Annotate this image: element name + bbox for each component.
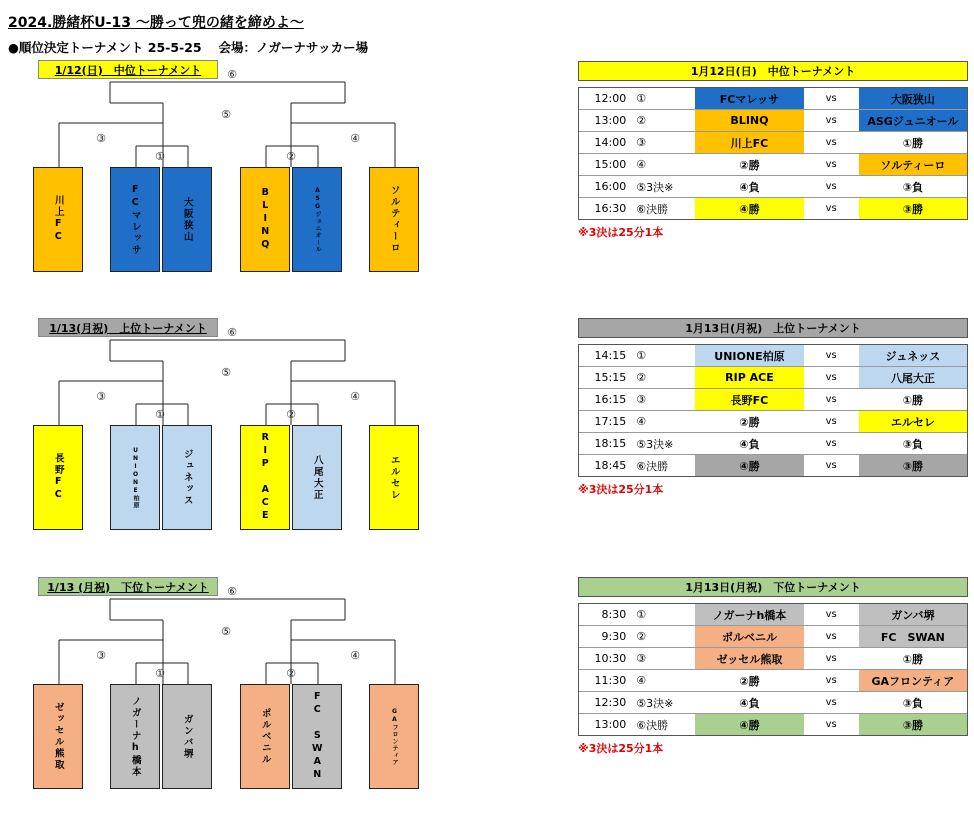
team-box	[369, 167, 419, 272]
match-number-1: ①	[155, 667, 165, 680]
schedule-row	[579, 88, 967, 109]
home-team: UNIONE柏原	[695, 345, 803, 366]
schedule-row	[579, 625, 967, 647]
team-box	[292, 425, 342, 530]
home-team: ②勝	[695, 411, 803, 432]
match-time: 12:30	[594, 696, 627, 709]
vs-label: vs	[825, 719, 837, 730]
match-number-3: ③	[96, 649, 106, 662]
match-number: ①	[636, 92, 647, 105]
match-number-1: ①	[155, 150, 165, 163]
schedule-table	[578, 577, 968, 756]
schedule-row	[579, 388, 967, 410]
team-box	[292, 167, 342, 272]
vs-label: vs	[825, 394, 837, 405]
away-team: ASGジュニオール	[859, 110, 967, 131]
match-number: ⑤3決※	[636, 180, 674, 194]
schedule-row	[579, 131, 967, 153]
team-box	[240, 684, 290, 789]
match-time: 14:00	[594, 136, 627, 149]
team-box	[162, 167, 212, 272]
schedule-row	[579, 410, 967, 432]
team-box	[110, 425, 160, 530]
match-number: ②	[636, 114, 647, 127]
match-number: ④	[636, 158, 647, 171]
vs-label: vs	[825, 181, 837, 192]
home-team: ④勝	[695, 714, 803, 735]
match-number: ⑤3決※	[636, 696, 674, 710]
schedule-row	[579, 454, 967, 476]
page-subtitle: ●順位決定トーナメント 25-5-25 会場：ノガーナサッカー場	[8, 40, 369, 55]
team-box	[240, 167, 290, 272]
away-team: ①勝	[859, 132, 967, 153]
vs-label: vs	[825, 675, 837, 686]
schedule-row	[579, 432, 967, 454]
schedule-header: 1月12日(日) 中位トーナメント	[578, 61, 968, 81]
match-time: 18:15	[594, 437, 627, 450]
away-team: ガンバ堺	[859, 604, 967, 625]
away-team: 八尾大正	[859, 367, 967, 388]
team-name: BLINQ	[259, 187, 271, 252]
team-box	[162, 684, 212, 789]
team-name: FCマレッサ	[129, 183, 141, 256]
home-team: ④勝	[695, 198, 803, 219]
team-box	[33, 425, 83, 530]
team-name: ガンバ堺	[181, 713, 193, 760]
match-number-5: ⑤	[221, 625, 231, 638]
home-team: ④勝	[695, 455, 803, 476]
team-box	[369, 425, 419, 530]
match-number-5: ⑤	[221, 366, 231, 379]
vs-label: vs	[825, 203, 837, 214]
match-time: 12:00	[594, 92, 627, 105]
team-name: FC SWAN	[311, 691, 323, 782]
away-team: ③勝	[859, 714, 967, 735]
schedule-body	[578, 344, 968, 477]
match-time: 16:00	[594, 180, 627, 193]
schedule-row	[579, 691, 967, 713]
match-number: ⑥決勝	[636, 459, 669, 473]
team-name: UNIONE柏原	[132, 446, 139, 509]
vs-label: vs	[825, 93, 837, 104]
match-time: 11:30	[594, 674, 627, 687]
home-team: FCマレッサ	[695, 88, 803, 109]
team-box	[33, 167, 83, 272]
match-number: ①	[636, 349, 647, 362]
home-team: ノガーナh橋本	[695, 604, 803, 625]
schedule-row	[579, 604, 967, 625]
vs-label: vs	[825, 460, 837, 471]
home-team: ④負	[695, 692, 803, 713]
match-number-1: ①	[155, 408, 165, 421]
schedule-row	[579, 153, 967, 175]
tournament-label-text: 1/12(日) 中位トーナメント	[54, 63, 202, 77]
match-number-6: ⑥	[227, 585, 237, 598]
vs-label: vs	[825, 137, 837, 148]
match-number-3: ③	[96, 390, 106, 403]
match-time: 16:30	[594, 202, 627, 215]
schedule-note: ※3決は25分1本	[578, 483, 664, 496]
match-time: 15:00	[594, 158, 627, 171]
match-time: 15:15	[594, 371, 627, 384]
tournament-label-text: 1/13 (月祝) 下位トーナメント	[47, 580, 209, 594]
schedule-row	[579, 197, 967, 219]
vs-label: vs	[825, 372, 837, 383]
match-time: 17:15	[594, 415, 627, 428]
team-name: ゼッセル熊取	[52, 702, 64, 771]
match-time: 13:00	[594, 718, 627, 731]
away-team: FC SWAN	[859, 626, 967, 647]
team-box	[33, 684, 83, 789]
vs-label: vs	[825, 350, 837, 361]
match-time: 9:30	[601, 630, 627, 643]
match-number: ④	[636, 415, 647, 428]
match-number: ⑥決勝	[636, 202, 669, 216]
away-team: ③負	[859, 433, 967, 454]
home-team: ②勝	[695, 670, 803, 691]
match-number: ②	[636, 630, 647, 643]
match-number-6: ⑥	[227, 68, 237, 81]
home-team: ④負	[695, 176, 803, 197]
away-team: 大阪狭山	[859, 88, 967, 109]
match-time: 16:15	[594, 393, 627, 406]
away-team: ③勝	[859, 198, 967, 219]
team-name: ソルティーロ	[388, 185, 400, 254]
home-team: 川上FC	[695, 132, 803, 153]
schedule-row	[579, 669, 967, 691]
schedule-note: ※3決は25分1本	[578, 226, 664, 239]
vs-label: vs	[825, 653, 837, 664]
schedule-note: ※3決は25分1本	[578, 742, 664, 755]
vs-label: vs	[825, 697, 837, 708]
match-number-2: ②	[286, 667, 296, 680]
schedule-row	[579, 175, 967, 197]
match-number-4: ④	[350, 390, 360, 403]
schedule-header: 1月13日(月祝) 上位トーナメント	[578, 318, 968, 338]
away-team: ③負	[859, 176, 967, 197]
match-number-4: ④	[350, 132, 360, 145]
away-team: ジュネッス	[859, 345, 967, 366]
match-time: 13:00	[594, 114, 627, 127]
team-name: ジュネッス	[181, 448, 193, 507]
match-number-3: ③	[96, 132, 106, 145]
team-box	[292, 684, 342, 789]
home-team: ポルベニル	[695, 626, 803, 647]
team-name: GAフロンティア	[391, 707, 398, 766]
match-number: ③	[636, 652, 647, 665]
team-name: 長野FC	[52, 453, 64, 502]
vs-label: vs	[825, 631, 837, 642]
match-number: ③	[636, 393, 647, 406]
team-name: 八尾大正	[311, 454, 323, 501]
match-number-2: ②	[286, 150, 296, 163]
vs-label: vs	[825, 609, 837, 620]
team-name: エルセレ	[388, 454, 400, 501]
match-number-6: ⑥	[227, 326, 237, 339]
match-number: ②	[636, 371, 647, 384]
match-time: 14:15	[594, 349, 627, 362]
schedule-row	[579, 366, 967, 388]
match-number: ④	[636, 674, 647, 687]
away-team: ③負	[859, 692, 967, 713]
team-name: ノガーナh橋本	[129, 695, 141, 778]
team-name: RIP ACE	[259, 432, 271, 523]
schedule-row	[579, 647, 967, 669]
away-team: エルセレ	[859, 411, 967, 432]
match-number: ⑤3決※	[636, 437, 674, 451]
match-time: 10:30	[594, 652, 627, 665]
match-time: 8:30	[601, 608, 627, 621]
match-number: ⑥決勝	[636, 718, 669, 732]
away-team: ③勝	[859, 455, 967, 476]
vs-label: vs	[825, 438, 837, 449]
team-name: 川上FC	[52, 195, 64, 244]
home-team: BLINQ	[695, 110, 803, 131]
team-name: 大阪狭山	[181, 196, 193, 243]
schedule-row	[579, 345, 967, 366]
team-name: ポルベニル	[259, 707, 271, 766]
tournament-label-text: 1/13(月祝) 上位トーナメント	[49, 321, 207, 335]
match-number-2: ②	[286, 408, 296, 421]
schedule-header: 1月13日(月祝) 下位トーナメント	[578, 577, 968, 597]
away-team: GAフロンティア	[859, 670, 967, 691]
vs-label: vs	[825, 159, 837, 170]
home-team: RIP ACE	[695, 367, 803, 388]
home-team: ②勝	[695, 154, 803, 175]
vs-label: vs	[825, 115, 837, 126]
vs-label: vs	[825, 416, 837, 427]
team-box	[369, 684, 419, 789]
team-name: ASGジュニオール	[314, 186, 321, 253]
schedule-table	[578, 61, 968, 240]
away-team: ①勝	[859, 648, 967, 669]
match-number-4: ④	[350, 649, 360, 662]
schedule-table	[578, 318, 968, 497]
home-team: ゼッセル熊取	[695, 648, 803, 669]
team-box	[110, 684, 160, 789]
home-team: ④負	[695, 433, 803, 454]
team-box	[240, 425, 290, 530]
match-time: 18:45	[594, 459, 627, 472]
away-team: ①勝	[859, 389, 967, 410]
match-number: ③	[636, 136, 647, 149]
page-title: 2024.勝緒杯U-13 ～勝って兜の緒を締めよ～	[8, 15, 304, 31]
away-team: ソルティーロ	[859, 154, 967, 175]
schedule-row	[579, 109, 967, 131]
schedule-body	[578, 603, 968, 736]
match-number: ①	[636, 608, 647, 621]
home-team: 長野FC	[695, 389, 803, 410]
team-box	[162, 425, 212, 530]
schedule-body	[578, 87, 968, 220]
match-number-5: ⑤	[221, 108, 231, 121]
schedule-row	[579, 713, 967, 735]
team-box	[110, 167, 160, 272]
